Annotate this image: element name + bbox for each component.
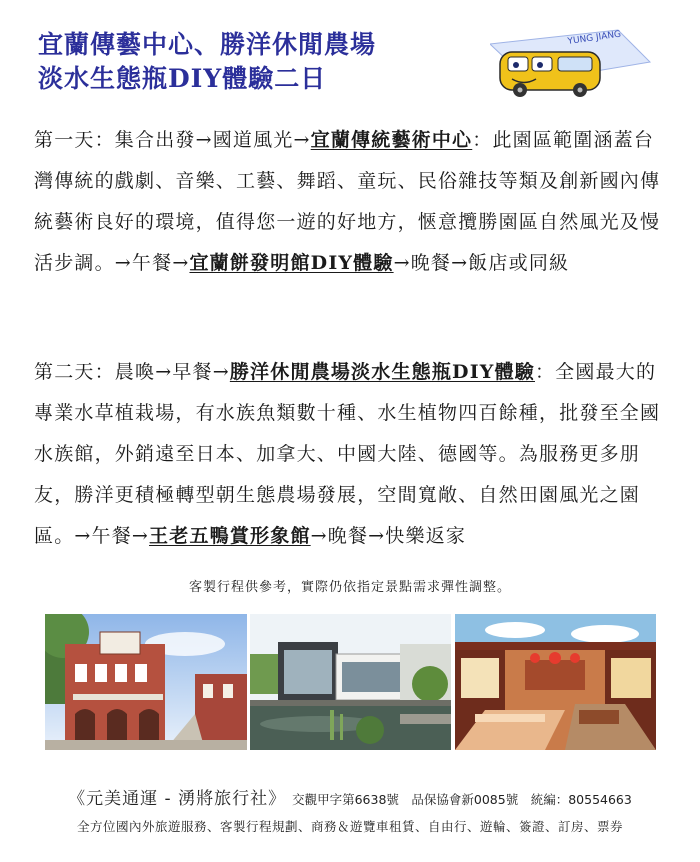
page-title: [38, 28, 376, 96]
day1-prefix: 第一天：集合出發→國道風光→: [34, 129, 311, 151]
day1-spot1: 宜蘭傳統藝術中心: [310, 129, 473, 151]
itinerary-note: 客製行程供參考，實際仍依指定景點需求彈性調整。: [188, 580, 511, 595]
traditional-arts-street-photo: [45, 614, 247, 750]
day2-spot1: 勝洋休閒農場淡水生態瓶DIY體驗: [229, 361, 535, 383]
bus-illustration: [490, 22, 658, 100]
day1-itinerary: [34, 120, 664, 284]
title-line-1: 宜蘭傳藝中心、勝洋休閒農場: [38, 30, 377, 59]
duck-museum-shop-photo: [455, 614, 656, 750]
day1-desc: ：此園區範圍涵蓋台灣傳統的戲劇、音樂、工藝、舞蹈、童玩、民俗雜技等類及創新國內傳統藝術良好的環境，值得您一遊的好地方，愜意攬勝園區自然風光及慢活步調。→午餐→: [34, 129, 661, 274]
day2-spot2: 王老五鴨賞形象館: [149, 525, 311, 547]
agency-services: 全方位國內外旅遊服務、客製行程規劃、商務＆遊覽車租賃、自由行、遊輪、簽證、訂房、票券: [76, 819, 623, 834]
day2-prefix: 第二天：晨喚→早餐→: [34, 361, 230, 383]
title-line-2: 淡水生態瓶DIY體驗二日: [38, 64, 327, 93]
day1-spot2: 宜蘭餅發明館DIY體驗: [189, 252, 394, 274]
day1-suffix: →晚餐→飯店或同級: [393, 252, 570, 274]
bus-sign: YUNG JIANG: [567, 29, 622, 47]
agency-info: [0, 784, 700, 809]
agency-name: 《元美通運 - 湧將旅行社》: [68, 789, 287, 809]
day2-desc: ：全國最大的專業水草植栽場，有水族魚類數十種、水生植物四百餘種，批發至全國水族館，外銷遠至日本、加拿大、中國大陸、德國等。為服務更多朋友，勝洋更積極轉型朝生態農場發展，空間寬敞、自然田園風光之園區。→午餐→: [34, 361, 661, 547]
aquatic-farm-building-photo: [250, 614, 451, 750]
day2-suffix: →晚餐→快樂返家: [310, 525, 467, 547]
day2-itinerary: [34, 352, 664, 557]
agency-license: 交觀甲字第6638號 品保協會新0085號 統編：80554663: [292, 792, 632, 807]
